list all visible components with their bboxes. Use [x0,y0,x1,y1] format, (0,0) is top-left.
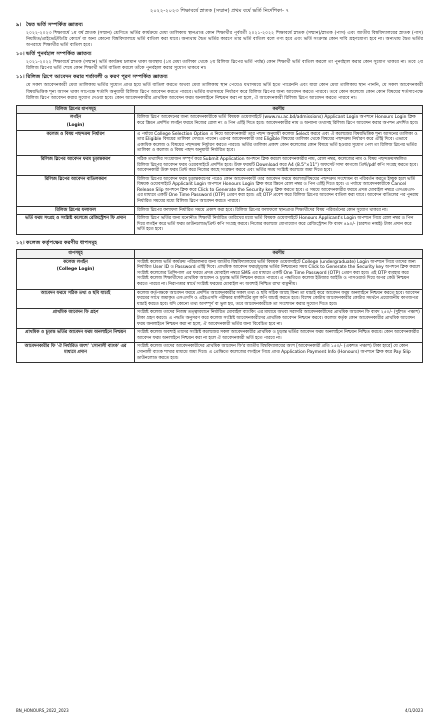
section-title: কলেজ কর্তৃপক্ষের করণীয় ধাপসমূহ [26,240,97,247]
section-text: ২০২১-২০২২ শিক্ষাবর্ষে স্নাতক (সম্মান) ভর্তি কার্যক্রম চলমান থাকা অবস্থায় (১ম মেধা তালিকা থেকে ২য় রিলিজ স্লিপের ভর্তি পর্যন্ত) কোন শিক্ষার্থী ভর্তি বাতিল করলে তা পুনর্বহাল করার কোন সুযোগ থাকবে না। তবে ২য় রিলিজ স্লিপের ভর্তি শেষে কোন শিক্ষার্থী ভর্তি বাতিল করলে তাঁকে পুনর্বহাল করার সুযোগ থাকবে না। [26,60,423,72]
step-subname: (Login) [66,122,85,128]
step-name: রিলিজ স্লিপের আবেদন ফরম চূড়ান্তকরণ [17,155,135,175]
step-action: রিলিজ স্লিপে আবেদনের জন্য আবেদনকারীকে ভর্তি বিষয়ক ওয়েবসাইটে (www.nu.ac.bd/admissions) Applicant Login অপশনে Honours Login ক্লিক করে স্ক্রিনে প্রদর্শিত লগইন ফরমে নিজের রোল নং ও পিন এন্ট্রি দিতে হবে। আবেদনকারীর নাম ও অন্যান্য তথ্যসহ রিলিজ স্লিপে আবেদন করার অপশন প্রদর্শিত হবে। [135,114,423,130]
column-header-steps: ধাপসমূহ [17,250,135,259]
column-header-steps: রিলিজ স্লিপের ধাপসমূহ [17,105,135,114]
step-action: সংশ্লিষ্ট কলেজ ভর্তি কার্যক্রম পরিচালনার জন্য জাতীয় বিশ্ববিদ্যালয়ের ভর্তি বিষয়ক ওয়েবসাইটে College (undergraduate) Login অপশনে গিয়ে তাদের জন্য নির্ধারিত User ID ও Password এন্ট্রি দিবে। প্রাথমিক আবেদন ফরম/চূড়ান্ত ভর্তির নিশ্চয়নের সময় Click to Generate the Security key অপশনে ক্লিক করলে সংশ্লিষ্ট কলেজের প্রিন্সিপাল এর ফরমে প্রদত্ত মোবাইল নম্বরে SMS এর মাধ্যমে একটি One Time Password (OTP) প্রেরণ করা হবে। এই OTP ব্যবহার করে সংশ্লিষ্ট কলেজ শিক্ষার্থীদের প্রাথমিক আবেদন ও চূড়ান্ত ভর্তি নিশ্চয়ন করতে পারবে। এ পদ্ধতিতে কলেজ ইউজার আইডি ও পাসওয়ার্ড দিয়ে অপর কেউ নিশ্চয়ন করতে পারবে না। নিরাপত্তার স্বার্থে সংশ্লিষ্ট ফরমের মোবাইল নং অবশ্যই নিশ্চিত রাখা বাঞ্ছনীয়। [135,258,423,289]
step-name: কলেজ লগইন [63,259,88,265]
step-name: রিলিজ স্লিপের ফলাফল [17,206,135,215]
column-header-actions: করণীয় [135,105,423,114]
step-name: ভর্তি ফরম সংগ্রহ ও সংশ্লিষ্ট কলেজে রেজিস্ট্রেশন ফি প্রদান [17,215,135,235]
step-action: রিলিজ স্লিপে ভর্তির জন্য মনোনীত শিক্ষার্থী নির্ধারিত তারিখের মধ্যে ভর্তি বিষয়ক ওয়েবসাইটে Honours Applicant's Login অপশনে গিয়ে রোল নম্বর ও পিন দিয়ে লগইন করে ভর্তি ফরম ডাউনলোড/প্রিন্ট কপি সংগ্রহ করবে। নিজের কলেজে যোগাযোগ করে রেজিস্ট্রেশন ফি বাবদ ৪৯০/- (চারশত নব্বই) টাকা প্রদান করে ভর্তি হতে হবে। [135,215,423,235]
table-row [17,206,423,215]
table-row [17,215,423,235]
table-row [17,258,423,289]
table-row [17,175,423,206]
step-action: রিলিজ স্লিপের আবেদন ফরম চূড়ান্তকরণের পরেও কোন আবেদনকারী তার আবেদন ফরমে কলেজ/বিষয়ের পছন্দক্রম সংশোধন বা পরিবর্তন করতে ইচ্ছুক হলে ভর্তি বিষয়ক ওয়েবসাইটে Applicant Login অপশনে Honours Login ক্লিক করে স্ক্রিনে রোল নম্বর ও পিন এন্ট্রি দিতে হবে। এ পর্যায়ে আবেদনকারীকে Cancel Release Slip অপশনে ক্লিক করে Click to Generate the Security key ক্লিক করতে হবে। এ সময়ে আবেদনকারীর ফরমে প্রদত্ত মোবাইল নম্বরে এসএমএস-এর মাধ্যমে একটি One Time Password (OTP) প্রেরণ করা হবে। এই OTP প্রবেশ করে রিলিজ স্লিপের আবেদন বাতিল করা যাবে। আবেদন বাতিলের পর পুনরায় নির্ধারিত সময়ের মধ্যে রিলিজ স্লিপে আবেদন করতে পারবে। [135,175,423,206]
section-10 [16,51,423,72]
section-12 [16,240,423,248]
step-action: রিলিজ স্লিপের ফলাফল নির্ধারিত সময়ে প্রকাশ করা হবে। রিলিজ স্লিপের ফলাফলে স্থানপ্রাপ্ত শিক্ষার্থীদের বিষয় পরিবর্তনের কোন সুযোগ থাকবে না। [135,206,423,215]
section-number: ১১। [16,74,25,81]
step-action: সংশ্লিষ্ট কলেজ তাদের নিজস্ব তত্ত্বাবধানে নির্ধারিত মোবাইল ব্যাংকিং এর মাধ্যমে অথবা সরাসরি আবেদনকারীদের প্রাথমিক আবেদন ফি বাবদ ২৫০/- (দুইশত পঞ্চাশ) টাকা গ্রহণ করবে। এ পদ্ধতি অনুসরণ করে কলেজ সংশ্লিষ্ট আবেদনকারীদের প্রাথমিক আবেদন নিশ্চয়ন করবে। কলেজ কর্তৃক কোন আবেদনকারীর প্রাথমিক আবেদন ফরম অনলাইনে নিশ্চয়ন করা না হলে, ঐ আবেদনকারী ভর্তির জন্য বিবেচিত হবে না। [135,309,423,329]
table-row [17,329,423,343]
table-row [17,289,423,309]
footer-date: 4/1/2023 [405,708,423,713]
table-row [17,130,423,155]
table-header-row [17,105,423,114]
section-text: ২০২২-২০২৩ শিক্ষাবর্ষে ১ম বর্ষ স্নাতক (সম্মান) শ্রেণিতে ভর্তির কার্যক্রমে মেধা তালিকায় স্থানপ্রাপ্ত কোন শিক্ষার্থীর পূর্ববর্তী ২০২১-২০২২ শিক্ষাবর্ষে স্নাতক (সম্মান)/স্নাতক (পাস) এবং জাতীয় বিশ্ববিদ্যালয়ের স্নাতক (পাস) নিয়মিত/প্রাইভেট/ডিগ্রি কোর্সে বা অন্য কোনো বিশ্ববিদ্যালয়ে ভর্তি বাতিল করা যাবে। অন্যথায় দ্বৈত ভর্তির কারণে তার ভর্তি বাতিল বলে গণ্য হবে এবং ভর্তি সংক্রান্ত কোন দাবি গ্রহণযোগ্য হবে না। অন্যথায় দ্বৈত ভর্তির অপরাধে শিক্ষার্থীর ভর্তি বাতিল হবে। [26,31,423,49]
step-name: প্রাথমিক আবেদন ফি গ্রহণ [17,309,135,329]
section-number: ১০। [16,51,25,58]
step-name: প্রাথমিক ও চূড়ান্ত ভর্তির আবেদন ফরম অনলাইনে নিশ্চয়ন [17,329,135,343]
table-row [17,114,423,130]
step-action: সংশ্লিষ্ট কলেজ অবশ্যই তাদের সংশ্লিষ্ট কলেজের সকল আবেদনকারীর প্রাথমিক ও চূড়ান্ত ভর্তির আবেদন ফরম অনলাইনে নিশ্চয়ন নিশ্চিত করবে। কোন আবেদনকারীর আবেদন ফরম অনলাইনে নিশ্চয়ন করা না হলে ঐ আবেদনকারী ভর্তি হতে পারবে না। [135,329,423,343]
table-row [17,309,423,329]
release-slip-steps-table [16,105,423,235]
step-action: কলেজ কর্তৃপক্ষকে আবেদন ফরমে প্রদর্শিত আবেদনকারীর সকল তথ্য ও ছবি সঠিক আছে কিনা তা যাচাই করে আবেদন ফরম অনলাইনে নিশ্চয়ন করতে হবে। আবেদন ফরমের সাথে জমাকৃত এসএসসি ও এইচএসসি পরীক্ষার মার্কশিটের মূল কপি যাচাই করতে হবে। বিশেষ কোটায় আবেদনকারীর কোটার সমর্থনে প্রয়োজনীয় কাগজপত্র যাচাই করতে হবে। যদি কোনো তথ্য অসম্পূর্ণ বা ভুল হয়, তবে আবেদনকারীকে তা সংশোধন করার সুযোগ দিতে হবে। [135,289,423,309]
footer-doc-id: BN_HONOURS_2022_2023 [16,708,69,713]
step-name: রিলিজ স্লিপের আবেদন বাতিলকরণ [17,175,135,206]
step-name: লগইন [69,115,82,121]
section-number: ৯। [16,22,22,28]
column-header-actions: করণীয় [135,250,423,259]
section-text: যে সকল আবেদনকারী মেধা তালিকায় ভর্তির সুযোগ প্রাপ্ত হয়ে ভর্তি বাতিল করতে অথবা মেধা তালিকায় স্থান পেয়েও যথাসময়ে ভর্তি হতে পারেননি এবং যারা কোন মেধা তালিকায় স্থান পাননি, যে সকল আবেদনকারী বিষয়ভিত্তিক শূন্য আসন থাকা সাপেক্ষে শর্তাদি অনুযায়ী রিলিজ স্লিপে আবেদন করতে পারবে। ভর্তির যথাসময়ে নির্ধারণ করে রিলিজ স্লিপের জন্য আবেদন করতে পারবে। তবে কোন কলেজে কোন কোন বিষয়ের শর্তসাপেক্ষে রিলিজ স্লিপে আবেদন করার সুযোগ দেওয়া হবে। কোন আবেদনকারীর প্রাথমিক আবেদন ফরম অনলাইনে নিশ্চয়ন করা না হলে, ঐ আবেদনকারী রিলিজ স্লিপে আবেদন করতে পারবে না। [26,83,423,101]
section-9 [16,22,423,49]
step-action: সঠিক তথ্যাদির সংযোজন সম্পূর্ণ করে Submit Application অপশনে ক্লিক করলে আবেদনকারীর নাম, রোল নম্বর, কলেজের নাম ও বিষয় পছন্দক্রমসম্বলিত রিলিজ স্লিপের আবেদন ফরম ওয়েবসাইটে প্রদর্শিত হবে। উক্ত ফরমটি Download করে A4 (8.5"×11") অফসেট সাদা কাগজে প্রিন্ট/pdf কপি সংগ্রহ করতে হবে। আবেদনকারী উক্ত ফরম প্রিন্ট করে নিজের কাছে সংরক্ষণ করবে এবং ভর্তির সময় সংশ্লিষ্ট কলেজে জমা দিতে হবে। [135,155,423,175]
table-row [17,155,423,175]
step-action: সংশ্লিষ্ট কলেজ তাদের আবেদনকারীদের প্রাথমিক আবেদন ফি'র জাতীয় বিশ্ববিদ্যালয়ের অংশ [আবেদনকারী প্রতি ১৫০/- (একশত পঞ্চাশ) টাকা হারে] যে কোন সোনালী ব্যাংক শাখার মাধ্যমে জমা দিবে। এ প্রেক্ষিতে কলেজের লগইনে গিয়ে প্রাপ্ত Application Payment Info (Honours) অপশনে ক্লিক করে Pay Slip ডাউনলোড করতে হবে। [135,343,423,363]
section-title: দ্বৈত ভর্তি সম্পর্কিত জ্ঞাতব্য [26,22,83,28]
page-footer [16,708,423,713]
step-action: এ পর্যায়ে College Selection Option এ নিয়ে আবেদনকারী তার পছন্দ অনুযায়ী কলেজ Select করবে এবং ঐ কলেজের বিষয়ভিত্তিক শূন্য আসনের তালিকা ও তার Eligible বিষয়ের তালিকা দেখতে পাবেন। এরপর আবেদনকারী তার Eligible বিষয়ের তালিকা থেকে বিষয়ের পছন্দক্রম নির্ধারণ করে এন্ট্রি দিবে। এভাবে একাধিক কলেজ ও বিষয়ের পছন্দক্রম নির্ধারণ করতে পারবে। ভর্তির তালিকা প্রকাশ কোন কলেজের কোন বিষয়ে ভর্তি হওয়ার সুযোগ পেল তা রিলিজ স্লিপের ভর্তির তালিকা ও কলেজ ও বিষয় পছন্দ অনুযায়ী নির্ধারিত হবে। [135,130,423,155]
page-header: ২০২২-২০২৩ শিক্ষাবর্ষে স্নাতক (সম্মান) প্রথম বর্ষে ভর্তি নির্দেশিকা- ৭ [149,8,290,14]
college-steps-table [16,249,423,363]
table-row [17,343,423,363]
section-11 [16,74,423,101]
section-number: ১২। [16,240,25,247]
step-subname: (College Login) [56,267,95,273]
step-name: আবেদনকারীর ফি 'ঐ নির্ধারিত অংশ' 'সোনালী ব্যাংক' এর মাধ্যমে প্রদান [17,343,135,363]
step-name: আবেদন ফরমে সঠিক তথ্য ও ছবি যাচাই [17,289,135,309]
section-title: ভর্তি পুনর্বহাল সম্পর্কিত জ্ঞাতব্য [26,51,92,58]
step-name: কলেজ ও বিষয় পছন্দক্রম নির্ধারণ [17,130,135,155]
section-title: রিলিজ স্লিপে আবেদন করার শর্তাবলী ও করণ পূরণ সম্পর্কিত জ্ঞাতব্য [26,74,168,81]
table-header-row [17,250,423,259]
